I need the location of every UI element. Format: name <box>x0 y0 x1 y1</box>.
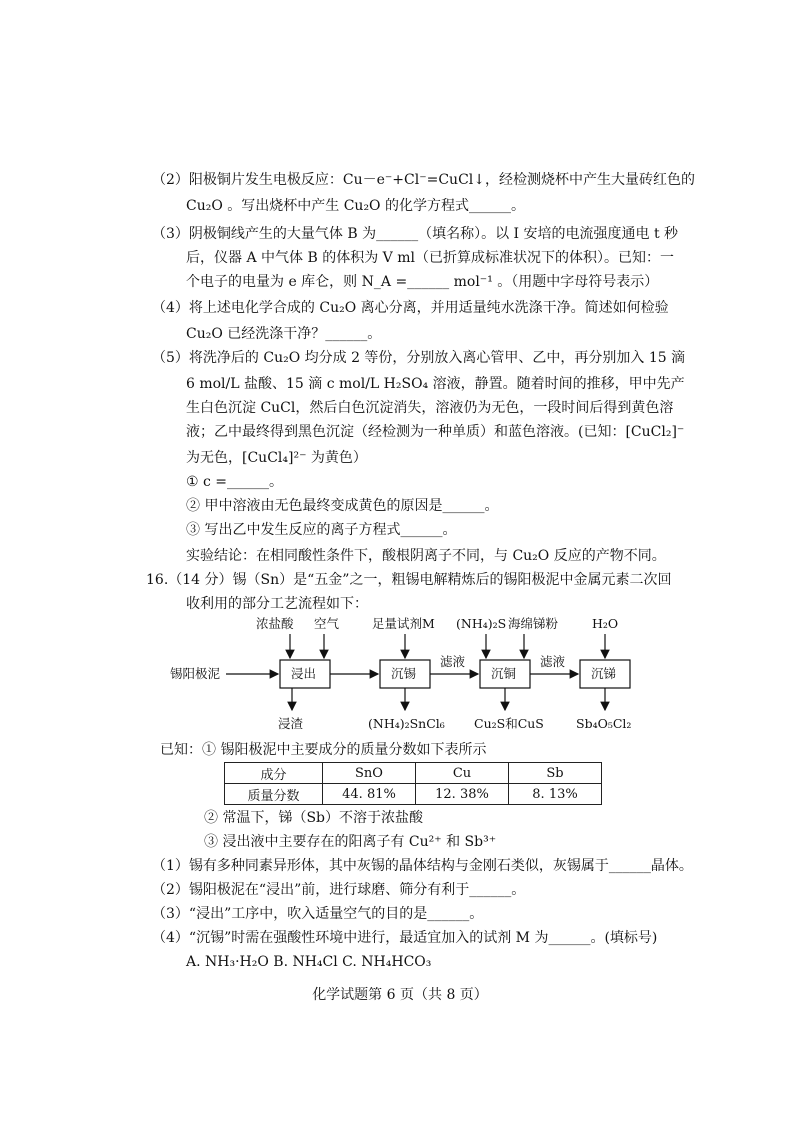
flow-output-residue: 浸渣 <box>278 716 304 731</box>
table-header-cell: SnO <box>323 763 416 784</box>
composition-table <box>224 762 602 805</box>
q5-sub-2: ② 甲中溶液由无色最终变成黄色的原因是______。 <box>186 498 499 514</box>
q4-line-2: Cu₂O 已经洗涤干净？______。 <box>186 326 382 342</box>
known-line-3: ③ 浸出液中主要存在的阳离子有 Cu²⁺ 和 Sb³⁺ <box>204 834 497 850</box>
flow-box-leach-label: 浸出 <box>291 666 317 681</box>
sub-question-4: （4）“沉锡”时需在强酸性环境中进行，最适宜加入的试剂 M 为______。(填标号) <box>152 930 658 946</box>
q5-line-1: （5）将洗净后的 Cu₂O 均分成 2 等份，分别放入离心管甲、乙中，再分别加入 15 滴 <box>152 350 686 366</box>
flow-filtrate-2: 滤液 <box>540 654 566 669</box>
q5-line-5: 为无色，[CuCl₄]²⁻ 为黄色） <box>186 450 367 466</box>
flow-input-nh4-2s: (NH₄)₂S <box>456 616 507 631</box>
q5-line-2: 6 mol/L 盐酸、15 滴 c mol/L H₂SO₄ 溶液，静置。随着时间的推移，甲中先产 <box>186 376 685 392</box>
q2-line-1: （2）阳极铜片发生电极反应：Cu－e⁻+Cl⁻=CuCl↓，经检测烧杯中产生大量砖红色的 <box>152 172 695 188</box>
flow-input-air: 空气 <box>314 616 340 631</box>
q3-line-2: 后，仪器 A 中气体 B 的体积为 V ml（已折算成标准状况下的体积）。已知：一 <box>186 250 674 266</box>
flow-source-label: 锡阳极泥 <box>170 666 221 681</box>
flow-input-reagent-m: 足量试剂M <box>372 616 435 631</box>
table-header-cell: Sb <box>509 763 602 784</box>
known-line-2: ② 常温下，锑（Sb）不溶于浓盐酸 <box>204 810 424 826</box>
q5-conclusion: 实验结论：在相同酸性条件下，酸根阴离子不同，与 Cu₂O 反应的产物不同。 <box>186 548 666 564</box>
flow-output-nh4-2-sncl6: (NH₄)₂SnCl₆ <box>368 716 445 731</box>
q2-line-2: Cu₂O 。写出烧杯中产生 Cu₂O 的化学方程式______。 <box>186 198 525 214</box>
table-cell: 质量分数 <box>225 784 323 805</box>
answer-options: A. NH₃·H₂O B. NH₄Cl C. NH₄HCO₃ <box>186 954 432 970</box>
flow-filtrate-1: 滤液 <box>440 654 466 669</box>
flow-output-cu2s-cus: Cu₂S和CuS <box>474 716 544 731</box>
q3-line-1: （3）阴极铜线产生的大量气体 B 为______（填名称）。以 I 安培的电流强度通电 t 秒 <box>152 226 679 242</box>
q5-line-3: 生白色沉淀 CuCl，然后白色沉淀消失，溶液仍为无色，一段时间后得到黄色溶 <box>186 400 674 416</box>
q5-sub-3: ③ 写出乙中发生反应的离子方程式______。 <box>186 522 457 538</box>
flow-box-antimony-label: 沉锑 <box>591 666 617 681</box>
table-header-cell: 成分 <box>225 763 323 784</box>
table-cell: 44. 81% <box>323 784 416 805</box>
q3-line-3: 个电子的电量为 e 库仑，则 N_A =______ mol⁻¹ 。（用题中字母符号表示） <box>186 274 659 290</box>
flow-output-sb4o5cl2: Sb₄O₅Cl₂ <box>576 716 632 731</box>
table-cell: 8. 13% <box>509 784 602 805</box>
flow-input-hcl: 浓盐酸 <box>256 616 294 631</box>
table-row <box>225 784 602 805</box>
sub-question-3: （3）“浸出”工序中，吹入适量空气的目的是______。 <box>152 906 484 922</box>
q5-line-4: 液；乙中最终得到黑色沉淀（经检测为一种单质）和蓝色溶液。(已知：[CuCl₂]⁻ <box>186 424 685 440</box>
page-footer: 化学试题第 6 页（共 8 页） <box>312 987 488 1003</box>
table-cell: 12. 38% <box>416 784 509 805</box>
known-line-1: 已知：① 锡阳极泥中主要成分的质量分数如下表所示 <box>160 742 487 758</box>
table-header-row <box>225 763 602 784</box>
q4-line-1: （4）将上述电化学合成的 Cu₂O 离心分离，并用适量纯水洗涤干净。简述如何检验 <box>152 300 669 316</box>
flow-box-copper-label: 沉铜 <box>491 666 517 681</box>
q16-line-2: 收利用的部分工艺流程如下： <box>186 596 368 612</box>
q16-line-1: 16.（14 分）锡（Sn）是“五金”之一，粗锡电解精炼后的锡阳极泥中金属元素二次回 <box>146 572 672 588</box>
q5-sub-1: ① c =______。 <box>186 474 284 490</box>
sub-question-2: （2）锡阳极泥在“浸出”前，进行球磨、筛分有利于______。 <box>152 882 526 898</box>
flow-input-sponge-sb: 海绵锑粉 <box>508 616 559 631</box>
process-flow-diagram <box>160 612 660 736</box>
flow-input-water: H₂O <box>592 616 619 631</box>
table-header-cell: Cu <box>416 763 509 784</box>
flow-box-tin-label: 沉锡 <box>391 666 417 681</box>
sub-question-1: （1）锡有多种同素异形体，其中灰锡的晶体结构与金刚石类似，灰锡属于______晶体。 <box>152 858 693 874</box>
